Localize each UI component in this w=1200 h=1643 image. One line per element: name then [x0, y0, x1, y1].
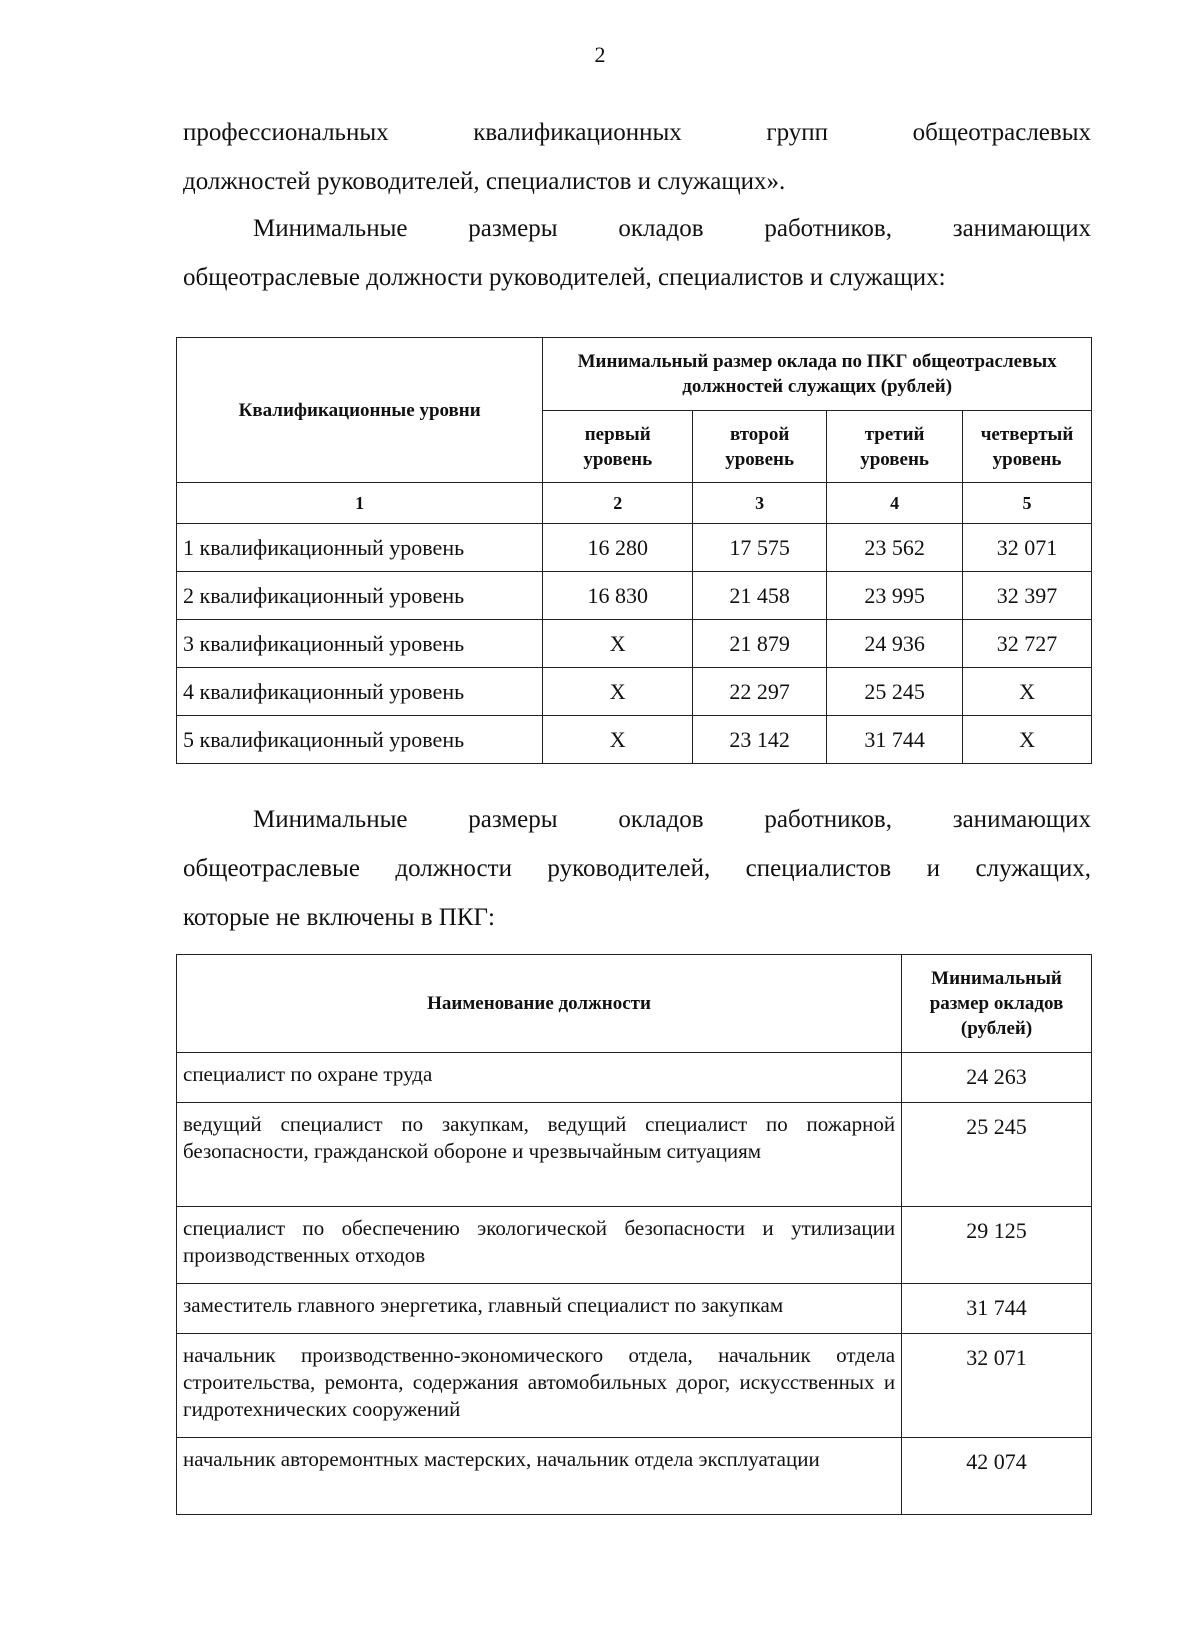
- table1-col-number: 4: [827, 483, 963, 524]
- table1-col-number: 2: [543, 483, 693, 524]
- salary-cell: 21 879: [693, 620, 827, 668]
- table1-header-group: Минимальный размер оклада по ПКГ общеотраслевых должностей служащих (рублей): [543, 338, 1092, 411]
- table1-col-number: 3: [693, 483, 827, 524]
- table1-col-number: 1: [177, 483, 543, 524]
- table2-intro-line-1: Минимальные размеры окладов работников, занимающих: [253, 806, 1091, 833]
- intro-paragraph: [183, 108, 1091, 206]
- level-label: 5 квалификационный уровень: [177, 716, 543, 764]
- salary-cell: 32 071: [963, 524, 1092, 572]
- salary-cell: 32 727: [963, 620, 1092, 668]
- table1-header-levels: Квалификационные уровни: [177, 338, 543, 483]
- position-name: специалист по обеспечению экологической безопасности и утилизации производственных отходов: [177, 1207, 902, 1284]
- table-row: [177, 1053, 1092, 1103]
- salary-cell: 16 830: [543, 572, 693, 620]
- table1-header-level-4: четвертый уровень: [963, 411, 1092, 483]
- salary-cell: 16 280: [543, 524, 693, 572]
- table1-intro-paragraph: [183, 204, 1091, 302]
- position-name: заместитель главного энергетика, главный специалист по закупкам: [177, 1284, 902, 1334]
- level-label: 3 квалификационный уровень: [177, 620, 543, 668]
- intro-line-1: профессиональных квалификационных групп общеотраслевых: [183, 119, 1091, 146]
- table2-intro-line-3: которые не включены в ПКГ:: [183, 904, 495, 931]
- salary-cell: 42 074: [902, 1438, 1092, 1515]
- level-label: 4 квалификационный уровень: [177, 668, 543, 716]
- salary-cell: X: [543, 668, 693, 716]
- salary-cell: 29 125: [902, 1207, 1092, 1284]
- table2-intro-line-2: общеотраслевые должности руководителей, специалистов и служащих,: [183, 855, 1091, 882]
- level-label: 2 квалификационный уровень: [177, 572, 543, 620]
- salary-levels-table: [176, 337, 1092, 764]
- table1-intro-line-2: общеотраслевые должности руководителей, специалистов и служащих:: [183, 264, 946, 291]
- salary-cell: 31 744: [827, 716, 963, 764]
- table-row: [177, 572, 1092, 620]
- level-label: 1 квалификационный уровень: [177, 524, 543, 572]
- table-row: [177, 1334, 1092, 1438]
- salary-cell: X: [963, 716, 1092, 764]
- table2-header-salary: Минимальный размер окладов (рублей): [902, 955, 1092, 1053]
- salary-cell: 23 142: [693, 716, 827, 764]
- salary-cell: 22 297: [693, 668, 827, 716]
- table-row: [177, 668, 1092, 716]
- position-name: специалист по охране труда: [177, 1053, 902, 1103]
- table-row: [177, 620, 1092, 668]
- salary-cell: 32 071: [902, 1334, 1092, 1438]
- salary-cell: X: [543, 716, 693, 764]
- salary-cell: 24 263: [902, 1053, 1092, 1103]
- salary-cell: 25 245: [902, 1103, 1092, 1207]
- salary-cell: 25 245: [827, 668, 963, 716]
- table-row: [177, 716, 1092, 764]
- table1-header-level-3: третий уровень: [827, 411, 963, 483]
- salary-cell: X: [543, 620, 693, 668]
- table2-header-position: Наименование должности: [177, 955, 902, 1053]
- table1-header-level-2: второй уровень: [693, 411, 827, 483]
- table1-col-number: 5: [963, 483, 1092, 524]
- table1-intro-line-1: Минимальные размеры окладов работников, занимающих: [253, 215, 1091, 242]
- position-name: начальник производственно-экономического отдела, начальник отдела строительства, ремонта, содержания автомобильных дорог, искусственных и гидротехнических сооружений: [177, 1334, 902, 1438]
- salary-cell: 21 458: [693, 572, 827, 620]
- position-name: начальник авторемонтных мастерских, начальник отдела эксплуатации: [177, 1438, 902, 1515]
- page-number: 2: [594, 42, 606, 67]
- position-name: ведущий специалист по закупкам, ведущий специалист по пожарной безопасности, гражданской обороне и чрезвычайным ситуациям: [177, 1103, 902, 1207]
- salary-cell: 17 575: [693, 524, 827, 572]
- table-row: [177, 524, 1092, 572]
- positions-salary-table: [176, 954, 1092, 1515]
- table1-header-level-1: первый уровень: [543, 411, 693, 483]
- table-row: [177, 1103, 1092, 1207]
- salary-cell: 31 744: [902, 1284, 1092, 1334]
- salary-cell: 24 936: [827, 620, 963, 668]
- table2-intro-paragraph: [183, 795, 1091, 942]
- salary-cell: 32 397: [963, 572, 1092, 620]
- salary-cell: 23 995: [827, 572, 963, 620]
- salary-cell: X: [963, 668, 1092, 716]
- salary-cell: 23 562: [827, 524, 963, 572]
- table-row: [177, 1438, 1092, 1515]
- intro-line-2: должностей руководителей, специалистов и служащих».: [183, 168, 786, 195]
- table-row: [177, 1207, 1092, 1284]
- table-row: [177, 1284, 1092, 1334]
